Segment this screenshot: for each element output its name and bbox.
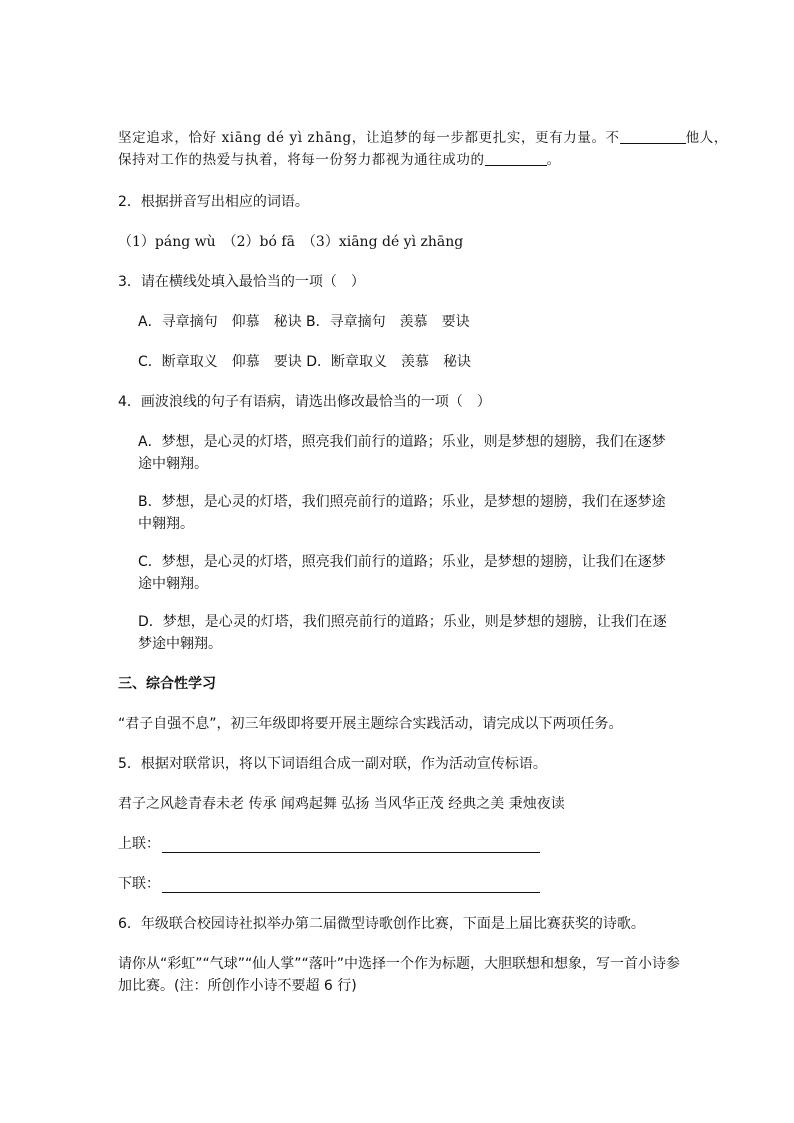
q4-option-b[interactable]: B．梦想，是心灵的灯塔，我们照亮前行的道路；乐业，是梦想的翅膀，我们在逐梦途 — [138, 494, 666, 510]
q5-upper-answer-line[interactable] — [162, 852, 540, 853]
q4-option-c[interactable]: C．梦想，是心灵的灯塔，照亮我们前行的道路；乐业，是梦想的翅膀，让我们在逐梦 — [138, 554, 666, 570]
intro-blank-2[interactable] — [485, 151, 547, 166]
q4-option-d-cont: 梦途中翱翔。 — [138, 636, 222, 652]
intro-line-1-tail: 他人， — [685, 130, 728, 146]
intro-blank-1[interactable] — [620, 129, 686, 144]
intro-line-1 — [118, 128, 728, 148]
q5-upper-label: 上联： — [118, 836, 160, 852]
intro-line-2 — [118, 150, 561, 170]
q3-options-row-2[interactable]: C．断章取义 仰慕 要诀 D．断章取义 羡慕 秘诀 — [138, 354, 472, 370]
q6-desc-line-2: 加比赛。(注：所创作小诗不要超 6 行) — [118, 978, 357, 994]
q4-title: 4．画波浪线的句子有语病，请选出修改最恰当的一项（ ） — [118, 394, 491, 410]
q2-title: 2．根据拼音写出相应的词语。 — [118, 194, 309, 210]
q3-title: 3．请在横线处填入最恰当的一项（ ） — [118, 274, 365, 290]
q4-option-a-cont: 途中翱翔。 — [138, 456, 208, 472]
intro-line-1-text: 坚定追求，恰好 xiāng dé yì zhāng，让追梦的每一步都更扎实，更有力量。不 — [118, 130, 620, 146]
q6-desc-line-1: 请你从“彩虹”“气球”“仙人掌”“落叶”中选择一个作为标题，大胆联想和想象，写一首小诗参 — [118, 956, 681, 972]
q4-option-b-cont: 中翱翔。 — [138, 516, 194, 532]
q4-option-c-cont: 途中翱翔。 — [138, 576, 208, 592]
q5-word-list: 君子之风趁青春未老 传承 闻鸡起舞 弘扬 当风华正茂 经典之美 秉烛夜读 — [118, 796, 565, 812]
intro-line-2-text: 保持对工作的热爱与执着，将每一份努力都视为通往成功的 — [118, 152, 485, 168]
q2-items: （1）páng wù （2）bó fā （3）xiāng dé yì zhāng — [118, 234, 464, 250]
q5-title: 5．根据对联常识，将以下词语组合成一副对联，作为活动宣传标语。 — [118, 756, 547, 772]
q4-option-a[interactable]: A．梦想，是心灵的灯塔，照亮我们前行的道路；乐业，则是梦想的翅膀，我们在逐梦 — [138, 434, 666, 450]
section-3-heading: 三、综合性学习 — [118, 676, 216, 692]
q6-title: 6．年级联合校园诗社拟举办第二届微型诗歌创作比赛，下面是上届比赛获奖的诗歌。 — [118, 916, 645, 932]
q4-option-d[interactable]: D．梦想，是心灵的灯塔，我们照亮前行的道路；乐业，则是梦想的翅膀，让我们在逐 — [138, 614, 667, 630]
q3-options-row-1[interactable]: A．寻章摘句 仰慕 秘诀 B．寻章摘句 羡慕 要诀 — [138, 314, 470, 330]
q5-lower-answer-line[interactable] — [162, 892, 540, 893]
intro-line-2-tail: 。 — [546, 152, 561, 168]
section-3-intro: “君子自强不息”，初三年级即将要开展主题综合实践活动，请完成以下两项任务。 — [118, 716, 623, 732]
q5-lower-label: 下联： — [118, 876, 160, 892]
